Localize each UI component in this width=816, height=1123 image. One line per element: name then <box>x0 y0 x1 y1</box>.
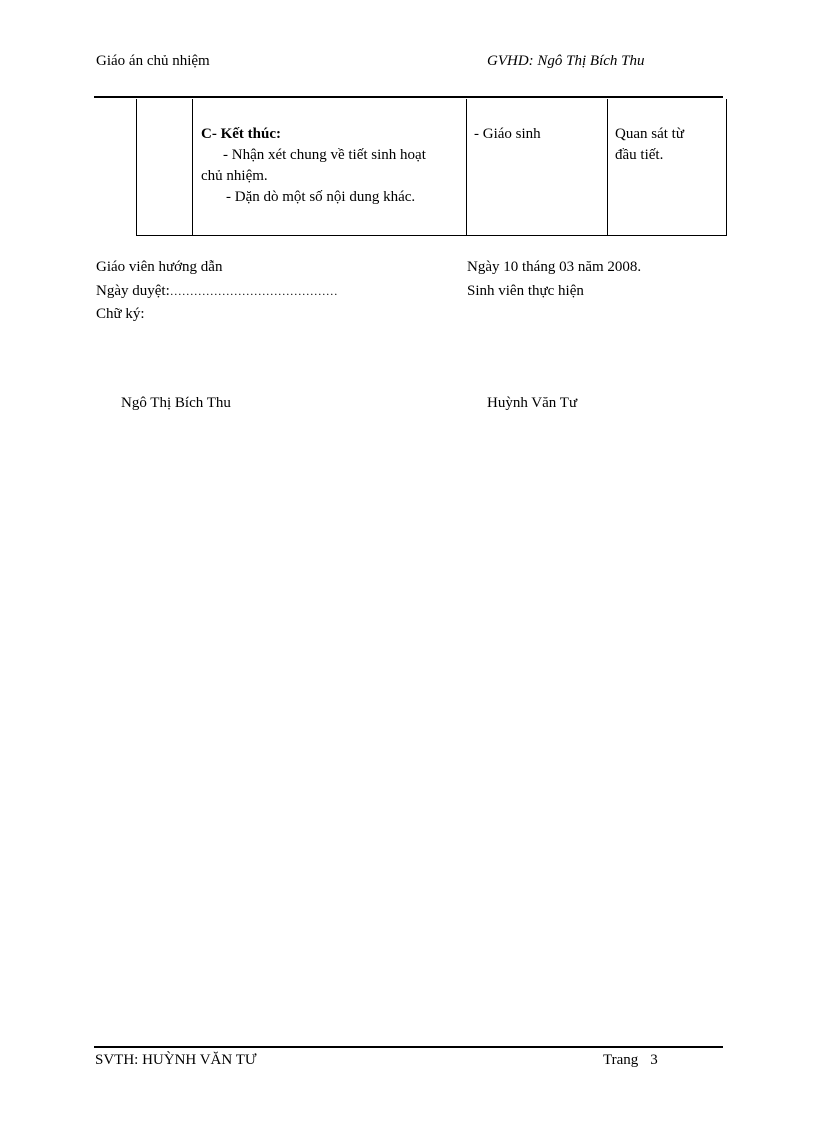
page-number <box>603 1052 658 1069</box>
page-number-value: 3 <box>650 1052 658 1068</box>
approval-date-dots: …………………………………… <box>169 284 338 298</box>
actor-text: - Giáo sinh <box>474 126 541 142</box>
supervisor-name: Ngô Thị Bích Thu <box>121 395 231 411</box>
footer-rule <box>94 1046 723 1048</box>
content-line: chủ nhiệm. <box>201 168 268 184</box>
content-line: - Dặn dò một số nội dung khác. <box>226 189 416 205</box>
approval-date-label: Ngày duyệt: <box>96 283 170 299</box>
table-cell-time <box>137 99 193 235</box>
notes-line: đầu tiết. <box>615 147 664 163</box>
student-name: Huỳnh Văn Tư <box>487 395 578 411</box>
header-document-title: Giáo án chủ nhiệm <box>96 53 210 69</box>
table-cell-content <box>193 99 467 235</box>
approval-date-field <box>96 283 338 300</box>
supervisor-title: Giáo viên hướng dẫn <box>96 259 223 275</box>
signature-label: Chữ ký: <box>96 306 145 322</box>
footer-student: SVTH: HUỲNH VĂN TƯ <box>95 1052 257 1068</box>
header-supervisor: GVHD: Ngô Thị Bích Thu <box>487 53 645 69</box>
header-rule <box>94 96 723 98</box>
page-label: Trang <box>603 1052 639 1068</box>
notes-line: Quan sát từ <box>615 126 684 142</box>
document-date: Ngày 10 tháng 03 năm 2008. <box>467 259 642 275</box>
student-title: Sinh viên thực hiện <box>467 283 584 299</box>
table-cell-actor <box>467 99 608 235</box>
content-line: - Nhận xét chung về tiết sinh hoạt <box>223 147 426 163</box>
lesson-plan-table <box>136 99 727 236</box>
table-cell-notes <box>608 99 727 235</box>
section-heading: C- Kết thúc: <box>201 126 281 142</box>
